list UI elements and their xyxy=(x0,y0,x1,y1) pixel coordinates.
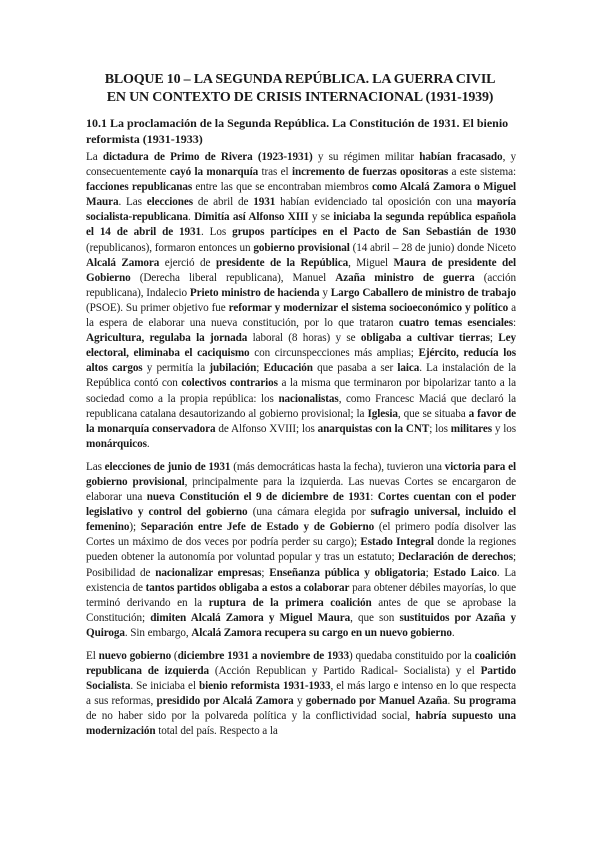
paragraph xyxy=(86,649,516,740)
bold-text: nacionalistas xyxy=(278,392,339,405)
text-run: con circunspecciones más amplias; xyxy=(249,347,419,360)
text-run: La xyxy=(86,151,103,163)
bold-text: tantos partidos obligaba a estos a colaborar xyxy=(145,581,350,594)
bold-text: monárquicos xyxy=(86,437,147,450)
text-run: a la misma que terminaron por bipolarizar tanto a la sociedad como a la propia república: los xyxy=(86,377,516,405)
text-run: y los xyxy=(491,422,516,435)
text-run: : xyxy=(512,317,516,330)
title-line-2: EN UN CONTEXTO DE CRISIS INTERNACIONAL (1931-1939) xyxy=(106,90,494,105)
text-run: Las xyxy=(86,460,105,473)
text-run: laboral (8 horas) y se xyxy=(247,332,361,345)
text-run: : xyxy=(370,491,378,504)
text-run: y xyxy=(293,695,306,708)
bold-text: mayoría socialista-republicana xyxy=(86,196,516,224)
text-run: de Alfonso XVIII; los xyxy=(215,422,318,435)
bold-text: Partido Socialista xyxy=(86,665,516,693)
bold-text: Prieto ministro de hacienda xyxy=(189,286,320,299)
text-run: y su régimen militar xyxy=(312,151,420,163)
bold-text: 1931 xyxy=(253,196,276,209)
bold-text: Enseñanza pública y obligatoria xyxy=(269,566,426,579)
text-run: , principalmente para la izquierda. Las nuevas Cortes se encargaron de elaborar una xyxy=(86,475,516,504)
body-text xyxy=(86,150,516,748)
bold-text: Ejército, reducía los altos cargos xyxy=(86,347,517,375)
text-run: ; xyxy=(256,362,264,375)
bold-text: como Alcalá Zamora o Miguel Maura xyxy=(86,181,516,209)
text-run: , que son xyxy=(350,611,400,624)
bold-text: Separación entre Jefe de Estado y de Gobierno xyxy=(140,521,375,534)
text-run: (14 abril – 28 de junio) donde Niceto xyxy=(349,241,516,254)
bold-text: victoria para el gobierno provisional xyxy=(86,460,516,488)
text-run: . xyxy=(447,695,454,708)
text-run: , como Francesc Maciá que declaró la republicana catalana desautorizando al gobierno provisional; la xyxy=(86,392,516,420)
bold-text: facciones republicanas xyxy=(86,181,193,194)
bold-text: Estado Laico xyxy=(433,566,497,579)
text-run: . La existencia de xyxy=(86,566,516,594)
section-heading: 10.1 La proclamación de la Segunda República. La Constitución de 1931. El bienio reformista (1931-1933) xyxy=(86,116,509,146)
text-run: . La instalación de la República contó con xyxy=(86,362,516,390)
title-line-1: BLOQUE 10 – LA SEGUNDA REPÚBLICA. LA GUERRA CIVIL xyxy=(104,72,496,87)
bold-text: Dimitía así Alfonso XIII xyxy=(194,211,309,224)
text-run: , Miguel xyxy=(348,256,394,269)
text-run: para obtener débiles mayorías, lo que terminó derivando en la xyxy=(86,581,516,609)
bold-text: coalición republicana de izquierda xyxy=(86,650,516,678)
bold-text: nueva Constitución el 9 de diciembre de 1931 xyxy=(146,491,371,504)
text-run: donde la regiones pueden obtener la autonomía por voluntad popular y tras un estatuto; xyxy=(86,536,517,564)
bold-text: Agricultura, regulaba la jornada xyxy=(86,332,248,345)
text-run: ; xyxy=(489,332,499,345)
bold-text: elecciones xyxy=(146,196,193,209)
text-run: , que se situaba xyxy=(397,407,469,420)
bold-text: presidido por Alcalá Zamora xyxy=(156,695,294,708)
text-run: . Sin embargo, xyxy=(124,626,192,639)
bold-text: diciembre 1931 a noviembre de 1933 xyxy=(177,650,349,662)
bold-text: anarquistas con la CNT xyxy=(317,422,430,435)
text-run: ; xyxy=(261,566,270,579)
bold-text: cuatro temas esenciales xyxy=(398,317,513,330)
text-run: de abril de xyxy=(193,196,254,209)
bold-text: Educación xyxy=(263,362,313,375)
text-run: a la espera de elaborar una nueva constitución, por lo que trataron xyxy=(86,301,517,330)
text-run: ejerció de xyxy=(159,256,216,269)
text-run: ; los xyxy=(429,422,451,435)
text-run: ); xyxy=(129,521,141,534)
paragraph xyxy=(86,150,516,452)
bold-text: a favor de la monarquía conservadora xyxy=(86,407,516,435)
bold-text: elecciones de junio de 1931 xyxy=(104,460,231,473)
bold-text: sustituidos por Azaña y Quiroga xyxy=(86,611,516,639)
text-run: antes de que se aprobase la Constitución; xyxy=(86,596,516,624)
bold-text: jubilación xyxy=(209,362,257,375)
text-run: tras el xyxy=(258,166,292,179)
bold-text: Maura de presidente del Gobierno xyxy=(86,256,517,284)
bold-text: dimiten Alcalá Zamora y Miguel Maura xyxy=(150,611,351,624)
bold-text: Cortes cuentan con el poder legislativo y control del gobierno xyxy=(86,491,516,519)
text-run: habían evidenciado tal oposición con una xyxy=(275,196,477,209)
paragraph xyxy=(86,460,516,641)
text-run: (el primero podía disolver las Cortes un máximo de dos veces por podría perder su cargo); xyxy=(86,521,516,549)
text-run: entre las que se encontraban miembros xyxy=(192,181,372,194)
bold-text: ruptura de la primera coalición xyxy=(208,596,372,609)
text-run: El xyxy=(86,650,99,662)
text-run: . Se iniciaba el xyxy=(130,680,199,693)
bold-text: Ley electoral, eliminaba el caciquismo xyxy=(86,332,517,360)
text-run: ) quedaba constituido por la xyxy=(348,650,475,662)
text-run: (una cámara elegida por xyxy=(247,506,371,519)
bold-text: nacionalizar empresas xyxy=(155,566,262,579)
text-run: , y consecuentemente xyxy=(86,151,517,179)
text-run: . xyxy=(146,437,150,450)
text-run: , el más largo e intenso en lo que respecta a sus reformas, xyxy=(86,680,516,708)
bold-text: obligaba a cultivar tierras xyxy=(360,332,490,345)
bold-text: colectivos contrarios xyxy=(181,377,278,390)
bold-text: Largo Caballero de ministro de trabajo xyxy=(330,286,517,299)
text-run: ; Posibilidad de xyxy=(86,551,516,579)
bold-text: cayó la monarquía xyxy=(169,166,259,179)
text-run: (Acción Republican y Partido Radical- Socialista) y el xyxy=(209,665,481,678)
bold-text: militares xyxy=(450,422,492,435)
bold-text: gobernado por Manuel Azaña xyxy=(305,695,448,708)
bold-text: Alcalá Zamora recupera su cargo en un nuevo gobierno xyxy=(191,626,452,639)
text-run: de no haber sido por la polvareda política y la conflictividad social, xyxy=(86,710,416,723)
text-run: ; xyxy=(425,566,434,579)
bold-text: reformar y modernizar el sistema socioeconómico y político xyxy=(228,301,509,314)
text-run: . Los xyxy=(201,226,233,239)
text-run: a este sistema: xyxy=(448,166,516,179)
bold-text: gobierno provisional xyxy=(253,241,350,254)
text-run: (republicanos), formaron entonces un xyxy=(86,241,254,254)
text-run: (PSOE). Su primer objetivo fue xyxy=(86,301,229,314)
bold-text: bienio reformista 1931-1933 xyxy=(198,680,331,693)
text-run: (Derecha liberal republicana), Manuel xyxy=(130,271,336,284)
text-run: y permitía la xyxy=(142,362,210,375)
text-run: (más democráticas hasta la fecha), tuvieron una xyxy=(230,460,445,473)
text-run: . xyxy=(451,626,455,639)
text-run: y xyxy=(319,286,331,299)
bold-text: Su programa xyxy=(453,695,516,708)
bold-text: grupos partícipes en el Pacto de San Sebastián de 1930 xyxy=(232,226,516,239)
bold-text: habría supuesto una modernización xyxy=(86,710,516,738)
bold-text: Alcalá Zamora xyxy=(86,256,160,269)
text-run: . Las xyxy=(118,196,147,209)
bold-text: sufragio universal, incluido el femenino xyxy=(86,506,516,534)
bold-text: Declaración de derechos xyxy=(397,551,513,564)
text-run: (acción republicana), Indalecio xyxy=(86,271,516,299)
text-run: ( xyxy=(171,650,178,662)
bold-text: Iglesia xyxy=(367,407,398,420)
text-run: . xyxy=(188,211,195,224)
bold-text: dictadura de Primo de Rivera (1923-1931) xyxy=(102,151,313,163)
bold-text: Estado Integral xyxy=(360,536,434,549)
bold-text: incremento de fuerzas opositoras xyxy=(291,166,449,179)
bold-text: presidente de la República xyxy=(215,256,349,269)
bold-text: laica xyxy=(397,362,420,375)
bold-text: Azaña ministro de guerra xyxy=(335,271,475,284)
document-title xyxy=(78,71,522,107)
bold-text: habían fracasado xyxy=(419,151,503,163)
text-run: total del país. Respecto a la xyxy=(155,725,278,738)
bold-text: iniciaba la segunda república española el 14 de abril de 1931 xyxy=(86,211,516,239)
bold-text: nuevo gobierno xyxy=(98,650,172,662)
text-run: que pasaba a ser xyxy=(312,362,398,375)
text-run: y se xyxy=(308,211,334,224)
